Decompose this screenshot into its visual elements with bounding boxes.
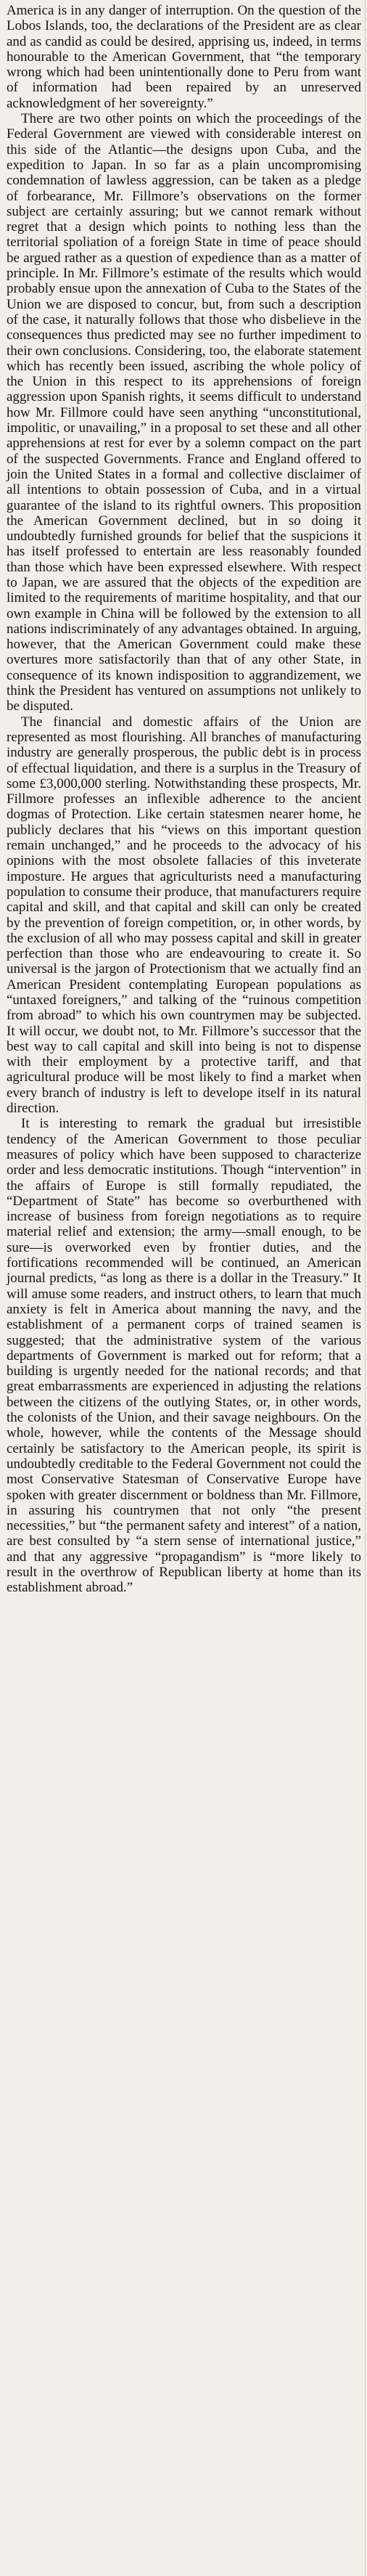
column-rule [365,0,366,2576]
article-paragraph-lobos-islands: America is in any danger of interruption. On the question of the Lobos Islands, too, the declarations of the President are as clear and as candid as could be desired, apprising us, indeed, in terms honourable to the American Government, that “the temporary wrong which had been unintentionally done to Peru from want of information had been repaired by an unreserved acknowledgment of her sovereignty.” [7,3,361,111]
article-paragraph-financial-affairs: The financial and domestic affairs of the Union are represented as most flourishing. All branches of manufacturing industry are generally prosperous, the public debt is in process of effectual liquidation, and there is a surplus in the Treasury of some £3,000,000 sterling. Notwithstanding these prospects, Mr. Fillmore professes an inflexible adherence to the ancient dogmas of Protection. Like certain statesmen nearer home, he publicly declares that his “views on this important question remain unchanged,” and he proceeds to the advocacy of his opinions with the most obsolete fallacies of this inveterate imposture. He argues that agriculturists need a manufacturing population to consume their produce, that manufacturers require capital and skill, and that capital and skill can only be created by the prevention of foreign competition, or, in other words, by the exclusion of all who may possess capital and skill in greater perfection than those who are endeavouring to create it. So universal is the jargon of Protectionism that we actually find an American President contemplating European populations as “untaxed foreigners,” and talking of the “ruinous competition from abroad” to which his own countrymen may be subjected. It will occur, we doubt not, to Mr. Fillmore’s successor that the best way to call capital and skill into being is not to dispense with their employment by a protective tariff, and that agricultural produce will be most likely to find a market when every branch of industry is left to develope itself in its natural direction. [7,714,361,1117]
article-paragraph-cuba-japan: There are two other points on which the proceedings of the Federal Government are viewed with considerable interest on this side of the Atlantic—the designs upon Cuba, and the expedition to Japan. In so far as a plain uncompromising condemnation of lawless aggression, can be taken as a pledge of forbearance, Mr. Fillmore’s observations on the former subject are certainly assuring; but we cannot remark without regret that a design which points to nothing less than the territorial spoliation of a foreign State in time of peace should be argued rather as a question of expedience than as a matter of principle. In Mr. Fillmore’s estimate of the results which would probably ensue upon the annexation of Cuba to the States of the Union we are disposed to concur, but, from such a description of the case, it naturally follows that those who disbelieve in the consequences thus predicted may see no further impediment to their own conclusions. Considering, too, the elaborate statement which has recently been issued, ascribing the whole policy of the Union in this respect to its apprehensions of foreign aggression upon Spanish rights, it seems difficult to understand how Mr. Fillmore could have seen anything “unconstitutional, impolitic, or unavailing,” in a proposal to set these and all other apprehensions at rest for ever by a solemn compact on the part of the suspected Governments. France and England offered to join the United States in a formal and collective disclaimer of all intentions to obtain possession of Cuba, and in a virtual guarantee of the island to its rightful owners. This proposition the American Government declined, but in so doing it undoubtedly furnished grounds for belief that the suspicions it has itself professed to entertain are less reasonably founded than those which have been expressed elsewhere. With respect to Japan, we are assured that the objects of the expedition are limited to the requirements of maritime hospitality, and that our own example in China will be followed by the extension to all nations indiscriminately of any advantages obtained. In arguing, however, that the American Government could make these overtures more satisfactorily than that of any other State, in consequence of its known indisposition to aggrandizement, we think the President has ventured on assumptions not unlikely to be disputed. [7,111,361,714]
article-paragraph-government-policy: It is interesting to remark the gradual but irresistible tendency of the American Government to those peculiar measures of policy which have been supposed to characterize order and less democratic institutions. Though “intervention” in the affairs of Europe is still formally repudiated, the “Department of State” has become so overburthened with increase of business from foreign negotiations as to require material relief and extension; the army—small enough, to be sure—is overworked even by frontier duties, and the fortifications recommended will be continued, an American journal predicts, “as long as there is a dollar in the Treasury.” It will amuse some readers, and instruct others, to learn that much anxiety is felt in America about manning the navy, and the establishment of a permanent corps of trained seamen is suggested; that the administrative system of the various departments of Government is marked out for reform; that a building is urgently needed for the national records; and that great embarrassments are experienced in adjusting the relations between the citizens of the outlying States, or, in other words, the colonists of the Union, and their savage neighbours. On the whole, however, while the contents of the Message should certainly be satisfactory to the American people, its spirit is undoubtedly creditable to the Federal Government not could the most Conservative Statesman of Conservative Europe have spoken with greater discernment or boldness than Mr. Fillmore, in assuring his countrymen that not only “the present necessities,” but “the permanent safety and interest” of a nation, are best consulted by “a stern sense of international justice,” and that any aggressive “propagandism” is “more likely to result in the overthrow of Republican liberty at home than its establishment abroad.” [7,1116,361,1596]
